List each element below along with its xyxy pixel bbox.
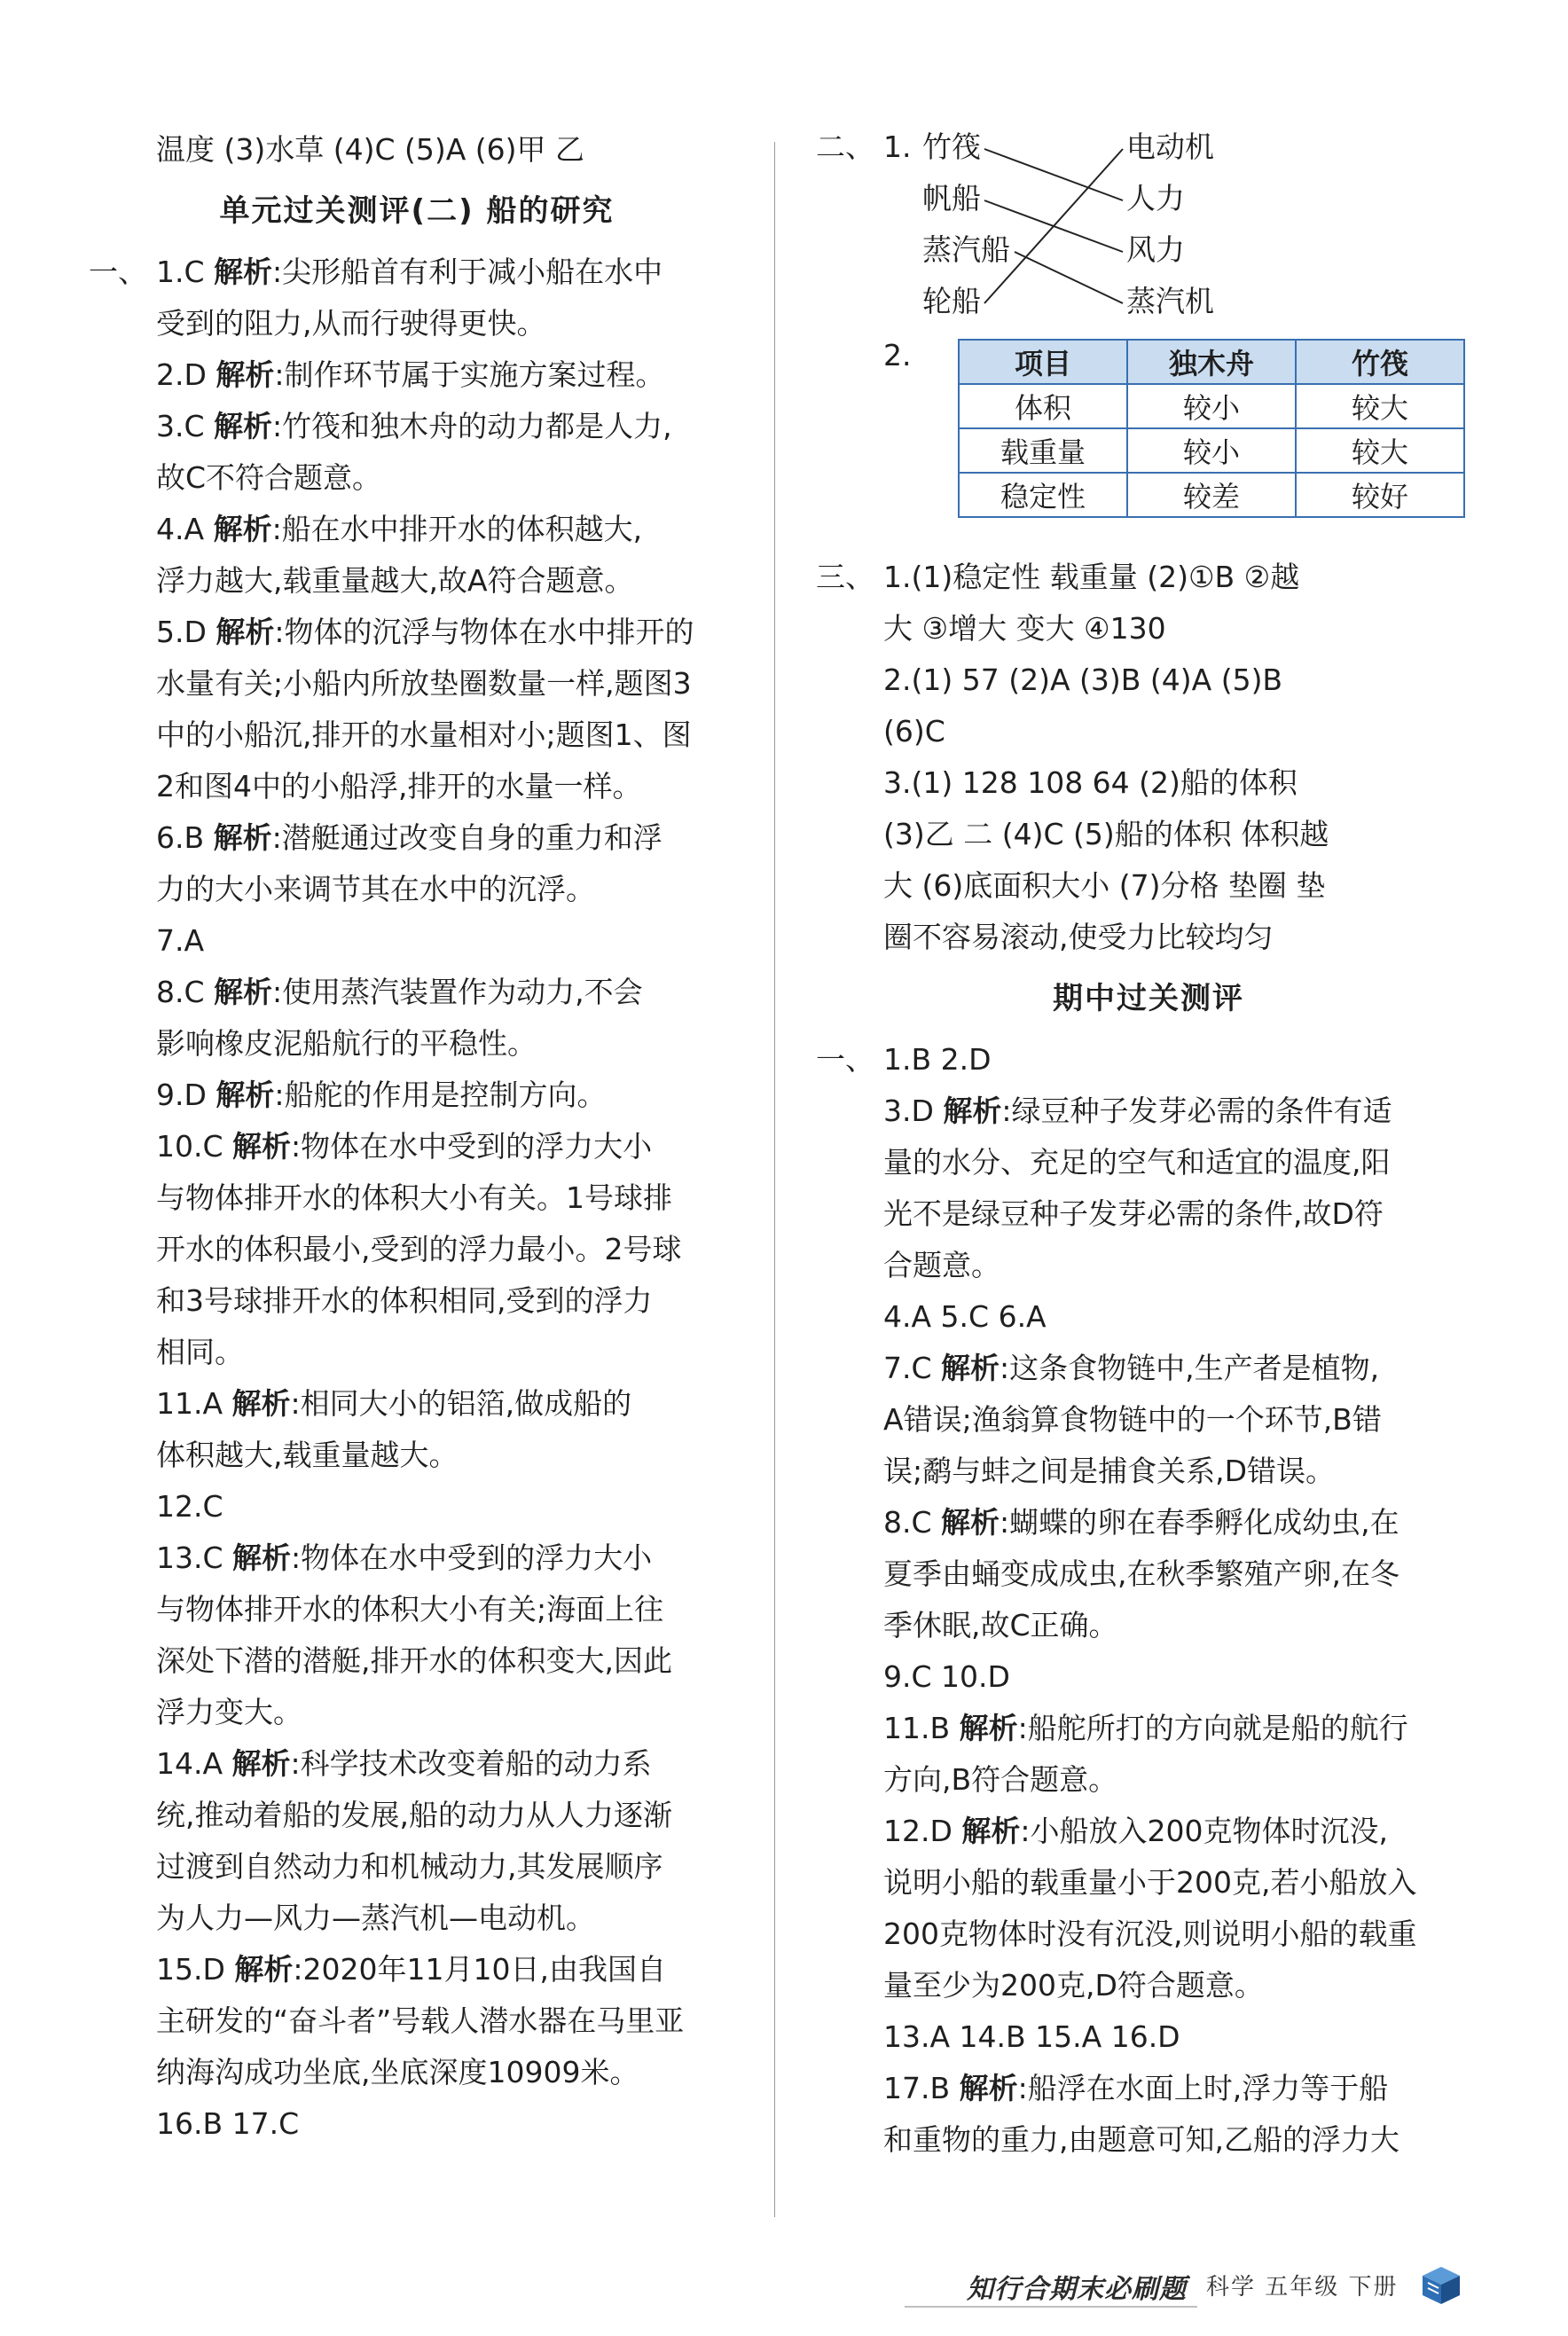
answer-choice: 17.B (883, 2071, 960, 2105)
line-text: 2和图4中的小船浮,排开的水量一样。 (156, 769, 642, 803)
line-text: A错误;渔翁算食物链中的一个环节,B错 (883, 1402, 1382, 1437)
analysis-text: :船在水中排开水的体积越大, (271, 512, 643, 546)
table-header: 项目 (959, 340, 1127, 384)
answer-line (816, 2011, 1481, 2063)
answer-line (816, 1497, 1481, 1548)
analysis-text: :相同大小的铝箔,做成船的 (290, 1386, 632, 1421)
footer-brand: 知行合期末必刷题 (967, 2274, 1187, 2305)
line-text: (6)C (883, 714, 945, 749)
match-lines (816, 124, 1481, 330)
table-row (959, 428, 1464, 473)
answer-line (89, 1018, 745, 1070)
answer-line (816, 2063, 1481, 2114)
answer-choice: 3.D (883, 1094, 944, 1128)
right-column (816, 124, 1481, 2166)
answer-line (89, 1893, 745, 1944)
analysis-text: :科学技术改变着船的动力系 (290, 1746, 652, 1781)
answer-choice: 2.D (156, 357, 216, 392)
answer-line (89, 1121, 745, 1172)
table-cell: 载重量 (959, 428, 1127, 473)
line-text: 开水的体积最小,受到的浮力最小。2号球 (156, 1232, 682, 1266)
analysis-keyword: 解析 (959, 2071, 1018, 2105)
answer-line (89, 915, 745, 967)
analysis-keyword: 解析 (214, 255, 273, 289)
analysis-text: :制作环节属于实施方案过程。 (274, 357, 665, 392)
line-text: 影响橡皮泥船航行的平稳性。 (156, 1026, 537, 1061)
line-text: 说明小船的载重量小于200克,若小船放入 (883, 1865, 1417, 1900)
answer-line (89, 1687, 745, 1738)
line-text: 和3号球排开水的体积相同,受到的浮力 (156, 1283, 653, 1318)
answer-line (89, 761, 745, 812)
match-line (984, 149, 1123, 303)
table-cell: 稳定性 (959, 473, 1127, 517)
line-text: 200克物体时没有沉没,则说明小船的载重 (883, 1917, 1417, 1951)
line-text: 量的水分、充足的空气和适宜的温度,阳 (883, 1145, 1391, 1180)
line-text: 浮力变大。 (156, 1695, 302, 1729)
answer-line (89, 298, 745, 349)
line-text: 故C不符合题意。 (156, 460, 382, 495)
line-text: 12.C (156, 1489, 223, 1524)
analysis-keyword: 解析 (216, 357, 275, 392)
answer-line (816, 1086, 1481, 1137)
line-text: 2.(1) 57 (2)A (3)B (4)A (5)B (883, 662, 1283, 697)
match-number: 1. (883, 129, 912, 164)
line-text: 4.A 5.C 6.A (883, 1299, 1047, 1334)
match-right-item: 风力 (1126, 232, 1185, 267)
analysis-text: :船舵所打的方向就是船的航行 (1017, 1711, 1408, 1745)
answer-line (816, 1394, 1481, 1446)
line-text: 误;鹬与蚌之间是捕食关系,D错误。 (883, 1454, 1336, 1488)
answer-line (89, 658, 745, 709)
answer-line (89, 607, 745, 658)
answer-line (89, 1378, 745, 1430)
table-cell: 体积 (959, 384, 1127, 428)
answer-line (89, 1790, 745, 1841)
answer-line (816, 1651, 1481, 1703)
table-cell: 较大 (1296, 384, 1464, 428)
analysis-text: :使用蒸汽装置作为动力,不会 (272, 975, 643, 1009)
answer-line (816, 1137, 1481, 1188)
analysis-keyword: 解析 (213, 820, 272, 855)
answer-choice: 8.C (156, 975, 215, 1009)
line-text: 力的大小来调节其在水中的沉浮。 (156, 872, 595, 906)
analysis-text: :绿豆种子发芽必需的条件有适 (1001, 1094, 1392, 1128)
analysis-keyword: 解析 (216, 615, 275, 649)
section-label: 一、 (89, 255, 147, 289)
table-number: 2. (883, 338, 912, 372)
analysis-keyword: 解析 (232, 1540, 292, 1575)
answer-line (816, 757, 1481, 809)
answer-line (89, 452, 745, 504)
answer-line (89, 504, 745, 555)
answer-line (816, 1343, 1481, 1394)
table-row (959, 473, 1464, 517)
column-divider (774, 142, 775, 2217)
line-text: 浮力越大,载重量越大,故A符合题意。 (156, 563, 634, 598)
carryover-line: 温度 (3)水草 (4)C (5)A (6)甲 乙 (156, 132, 585, 167)
answer-line (89, 1944, 745, 1995)
answer-line (816, 603, 1481, 655)
answer-line (89, 1635, 745, 1687)
answer-line (816, 2114, 1481, 2166)
answer-choice: 11.B (883, 1711, 960, 1745)
match-line (1015, 252, 1123, 303)
line-text: 水量有关;小船内所放垫圈数量一样,题图3 (156, 666, 692, 701)
answer-line (816, 1291, 1481, 1343)
answer-choice: 11.A (156, 1386, 232, 1421)
analysis-text: :尖形船首有利于减小船在水中 (272, 255, 663, 289)
answer-line (89, 555, 745, 607)
answer-line (816, 1909, 1481, 1960)
comparison-table-block (816, 330, 1481, 552)
match-left-item: 轮船 (922, 284, 981, 318)
answer-line (89, 1584, 745, 1635)
footer-underline (905, 2306, 1197, 2308)
analysis-text: :船舵的作用是控制方向。 (274, 1078, 607, 1112)
answer-line (89, 864, 745, 915)
line-text: 体积越大,载重量越大。 (156, 1438, 459, 1472)
page-footer (905, 2260, 1472, 2313)
table-cell: 较好 (1296, 473, 1464, 517)
line-text: 大 (6)底面积大小 (7)分格 垫圈 垫 (883, 868, 1326, 903)
analysis-text: :小船放入200克物体时沉没, (1020, 1814, 1388, 1848)
analysis-text: :2020年11月10日,由我国自 (293, 1952, 666, 1987)
analysis-keyword: 解析 (213, 512, 272, 546)
answer-line (816, 1960, 1481, 2011)
line-text: 与物体排开水的体积大小有关。1号球排 (156, 1180, 672, 1215)
table-header: 竹筏 (1296, 340, 1464, 384)
line-text: 与物体排开水的体积大小有关;海面上往 (156, 1592, 664, 1627)
answer-line (89, 2098, 745, 2150)
match-left-item: 竹筏 (922, 129, 981, 164)
answer-choice: 14.A (156, 1746, 232, 1781)
match-left-item: 帆船 (922, 181, 981, 216)
line-text: 大 ③增大 变大 ④130 (883, 611, 1166, 646)
answer-choice: 12.D (883, 1814, 962, 1848)
line-text: 相同。 (156, 1335, 244, 1369)
answer-line (816, 1240, 1481, 1291)
table-row (959, 384, 1464, 428)
analysis-text: :物体在水中受到的浮力大小 (291, 1540, 653, 1575)
midterm-answer-list (816, 1034, 1481, 2166)
answer-line (816, 1703, 1481, 1754)
section-two-label: 二、 (816, 129, 874, 164)
analysis-keyword: 解析 (941, 1351, 1000, 1385)
answer-line (89, 2047, 745, 2098)
line-text: (3)乙 二 (4)C (5)船的体积 体积越 (883, 817, 1329, 851)
analysis-text: :物体的沉浮与物体在水中排开的 (274, 615, 694, 649)
analysis-keyword: 解析 (231, 1746, 291, 1781)
answer-choice: 10.C (156, 1129, 233, 1164)
line-text: 9.C 10.D (883, 1659, 1010, 1694)
answer-line (816, 809, 1481, 860)
analysis-keyword: 解析 (961, 1814, 1021, 1848)
line-text: 方向,B符合题意。 (883, 1762, 1118, 1797)
line-text: 主研发的“奋斗者”号载人潜水器在马里亚 (156, 2003, 685, 2038)
answer-line (816, 706, 1481, 757)
table-header-row (959, 340, 1464, 384)
midterm-heading: 期中过关测评 (1053, 981, 1244, 1016)
book-cube-icon (1419, 2263, 1463, 2308)
match-right-item: 人力 (1126, 181, 1185, 216)
answer-choice: 8.C (883, 1505, 942, 1540)
match-right-item: 蒸汽机 (1126, 284, 1214, 318)
comparison-table (958, 339, 1465, 518)
answer-line (816, 1600, 1481, 1651)
answer-line (89, 1275, 745, 1327)
table-cell: 较小 (1127, 384, 1296, 428)
answer-choice: 5.D (156, 615, 216, 649)
answer-line (89, 1172, 745, 1224)
line-text: 过渡到自然动力和机械动力,其发展顺序 (156, 1849, 663, 1884)
matching-diagram (816, 124, 1481, 330)
table-header: 独木舟 (1127, 340, 1296, 384)
analysis-keyword: 解析 (216, 1078, 275, 1112)
analysis-keyword: 解析 (232, 1129, 292, 1164)
line-text: 3.(1) 128 108 64 (2)船的体积 (883, 765, 1298, 800)
answer-line (89, 1430, 745, 1481)
line-text: 7.A (156, 923, 205, 958)
answer-line (816, 1754, 1481, 1806)
answer-line (89, 1533, 745, 1584)
footer-subject: 科学 五年级 下册 (1206, 2274, 1399, 2301)
section-three-list (816, 552, 1481, 963)
line-text: 1.B 2.D (883, 1042, 992, 1077)
analysis-keyword: 解析 (959, 1711, 1018, 1745)
answer-line (89, 1224, 745, 1275)
analysis-text: :船浮在水面上时,浮力等于船 (1017, 2071, 1389, 2105)
line-text: 光不是绿豆种子发芽必需的条件,故D符 (883, 1196, 1384, 1231)
line-text: 受到的阻力,从而行驶得更快。 (156, 306, 546, 341)
line-text: 为人力—风力—蒸汽机—电动机。 (156, 1901, 595, 1935)
analysis-keyword: 解析 (231, 1386, 291, 1421)
analysis-keyword: 解析 (214, 975, 273, 1009)
answer-line (89, 1481, 745, 1533)
table-cell: 较差 (1127, 473, 1296, 517)
line-text: 统,推动着船的发展,船的动力从人力逐渐 (156, 1798, 672, 1832)
answer-choice: 9.D (156, 1078, 216, 1112)
section-label: 一、 (816, 1042, 874, 1077)
answer-line (816, 1034, 1481, 1086)
answer-line (89, 1070, 745, 1121)
answer-line (89, 1995, 745, 2047)
match-left-item: 蒸汽船 (922, 232, 1010, 267)
line-text: 13.A 14.B 15.A 16.D (883, 2019, 1180, 2054)
answer-choice: 13.C (156, 1540, 233, 1575)
line-text: 1.(1)稳定性 载重量 (2)①B ②越 (883, 560, 1300, 594)
line-text: 季休眠,故C正确。 (883, 1608, 1118, 1642)
answer-choice: 1.C (156, 255, 215, 289)
answer-line (816, 1188, 1481, 1240)
answer-line (89, 401, 745, 452)
analysis-text: :蝴蝶的卵在春季孵化成幼虫,在 (1000, 1505, 1399, 1540)
answer-line (816, 552, 1481, 603)
answer-line (89, 709, 745, 761)
answer-line (816, 1806, 1481, 1857)
line-text: 中的小船沉,排开的水量相对小;题图1、图 (156, 717, 692, 752)
table-cell: 较小 (1127, 428, 1296, 473)
answer-line (89, 1738, 745, 1790)
answer-choice: 15.D (156, 1952, 235, 1987)
line-text: 纳海沟成功坐底,坐底深度10909米。 (156, 2055, 639, 2089)
line-text: 16.B 17.C (156, 2106, 300, 2141)
answer-line (89, 967, 745, 1018)
analysis-keyword: 解析 (941, 1505, 1000, 1540)
answer-line (816, 1446, 1481, 1497)
line-text: 量至少为200克,D符合题意。 (883, 1968, 1264, 2003)
left-column (89, 124, 745, 2150)
answer-choice: 4.A (156, 512, 214, 546)
analysis-text: :潜艇通过改变自身的重力和浮 (271, 820, 662, 855)
analysis-keyword: 解析 (234, 1952, 294, 1987)
answer-line (89, 247, 745, 298)
line-text: 合题意。 (883, 1248, 1000, 1282)
match-right-item: 电动机 (1126, 129, 1214, 164)
table-cell: 较大 (1296, 428, 1464, 473)
answer-line (816, 1548, 1481, 1600)
answer-line (89, 349, 745, 401)
answer-choice: 6.B (156, 820, 214, 855)
match-line (984, 149, 1123, 200)
answer-line (89, 812, 745, 864)
line-text: 圈不容易滚动,使受力比较均匀 (883, 920, 1274, 954)
line-text: 夏季由蛹变成成虫,在秋季繁殖产卵,在冬 (883, 1556, 1399, 1591)
analysis-text: :物体在水中受到的浮力大小 (291, 1129, 653, 1164)
answer-choice: 7.C (883, 1351, 942, 1385)
left-answer-list (89, 247, 745, 2150)
analysis-keyword: 解析 (214, 409, 273, 443)
answer-choice: 3.C (156, 409, 215, 443)
unit-test-heading: 单元过关测评(二) 船的研究 (219, 193, 615, 229)
answer-line (89, 1841, 745, 1893)
analysis-text: :竹筏和独木舟的动力都是人力, (272, 409, 672, 443)
answer-line (816, 655, 1481, 706)
answer-line (816, 1857, 1481, 1909)
answer-line (89, 1327, 745, 1378)
answer-line (816, 912, 1481, 963)
line-text: 深处下潜的潜艇,排开水的体积变大,因此 (156, 1643, 672, 1678)
analysis-keyword: 解析 (943, 1094, 1002, 1128)
analysis-text: :这条食物链中,生产者是植物, (1000, 1351, 1380, 1385)
answer-line (816, 860, 1481, 912)
section-label: 三、 (816, 560, 874, 594)
line-text: 和重物的重力,由题意可知,乙船的浮力大 (883, 2122, 1399, 2157)
